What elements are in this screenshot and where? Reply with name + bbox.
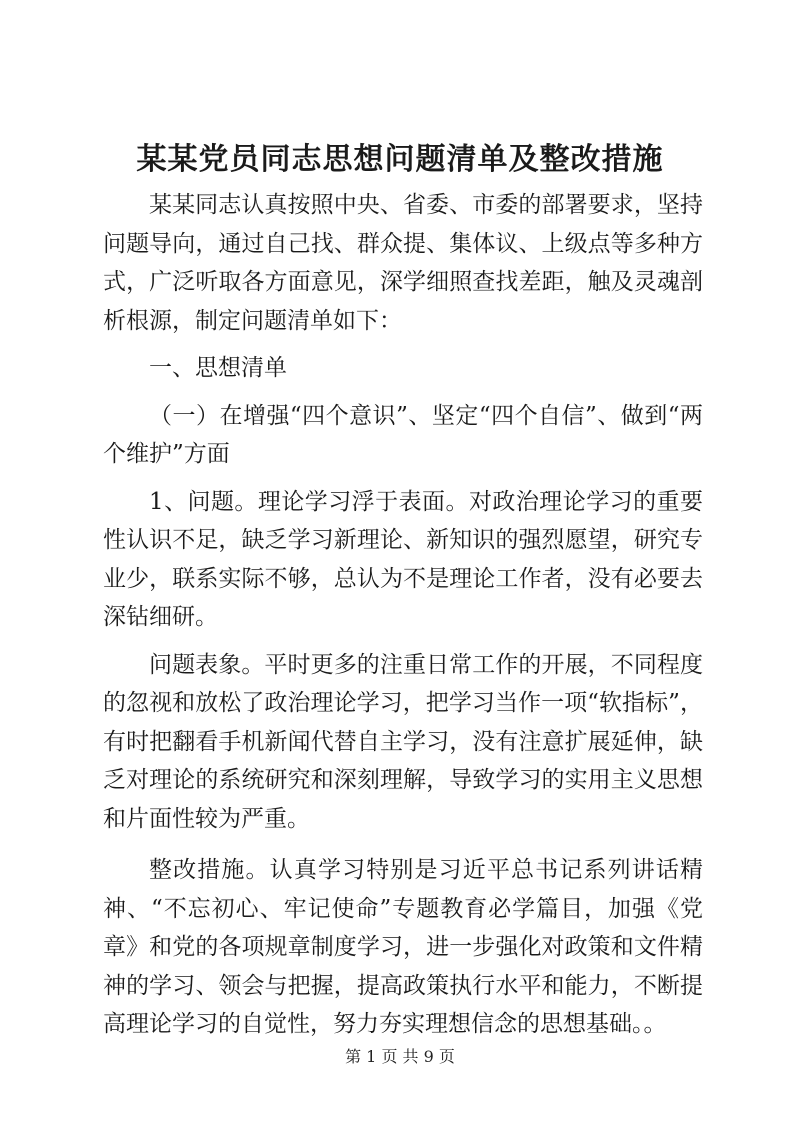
document-body — [103, 186, 703, 1044]
rectification-measures-paragraph: 整改措施。认真学习特别是习近平总书记系列讲话精神、“不忘初心、牢记使命”专题教育必学篇目，加强《党章》和党的各项规章制度学习，进一步强化对政策和文件精神的学习、领会与把握，提高政策执行水平和能力，不断提高理论学习的自觉性，努力夯实理想信念的思想基础。。 — [103, 857, 703, 1037]
section-heading: 一、思想清单 — [149, 355, 287, 381]
document-title: 某某党员同志思想问题清单及整改措施 — [136, 142, 664, 177]
subsection-heading: （一）在增强“四个意识”、坚定“四个自信”、做到“两个维护”方面 — [103, 402, 703, 467]
problem-paragraph: 1、问题。理论学习浮于表面。对政治理论学习的重要性认识不足，缺乏学习新理论、新知识的强烈愿望，研究专业少，联系实际不够，总认为不是理论工作者，没有必要去深钻细研。 — [103, 488, 703, 630]
page-number-footer: 第 1 页 共 9 页 — [345, 1047, 455, 1066]
intro-paragraph: 某某同志认真按照中央、省委、市委的部署要求，坚持问题导向，通过自己找、群众提、集体议、上级点等多种方式，广泛听取各方面意见，深学细照查找差距，触及灵魂剖析根源，制定问题清单如下： — [103, 192, 703, 334]
problem-symptoms-paragraph: 问题表象。平时更多的注重日常工作的开展，不同程度的忽视和放松了政治理论学习，把学习当作一项“软指标”，有时把翻看手机新闻代替自主学习，没有注意扩展延伸，缺乏对理论的系统研究和深刻理解，导致学习的实用主义思想和片面性较为严重。 — [103, 651, 703, 832]
